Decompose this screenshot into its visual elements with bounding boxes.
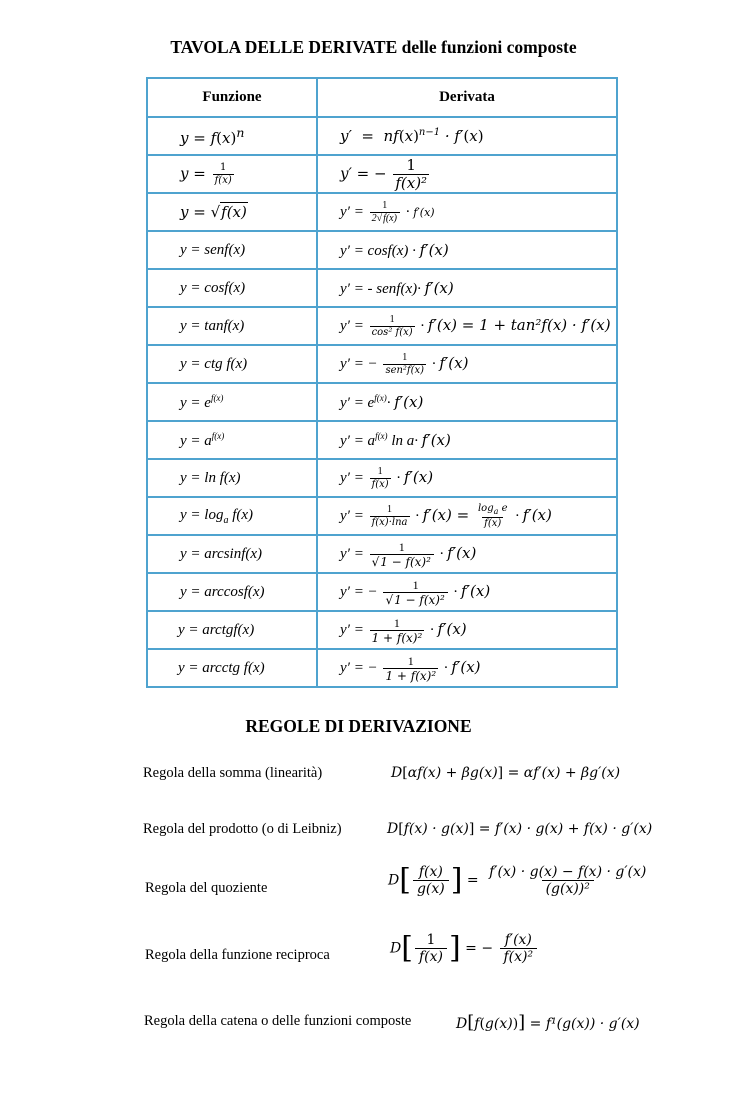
derivative-cell: y′ = $\frac{1}{f(x)\cdot\ln a}$ · f′(x) = $\frac{\log_a e}{f(x)}$ · f′(x) — [317, 497, 617, 535]
rule-label-reciproca: Regola della funzione reciproca — [145, 947, 330, 963]
table-row — [147, 611, 617, 649]
rule-formula-somma: D[αf(x) + βg(x)] = αf′(x) + βg′(x) — [391, 765, 621, 781]
rule-formula-quoziente: D[ $\frac{f(x)}{g(x)}$ ] = $\frac{f'(x) \cdot g(x) - f(x) \cdot g'(x)}{\text{(g(x))²}}$ — [388, 862, 647, 898]
derivative-cell: y′ = $\frac{1}{2√f(x)}$ · f′(x) — [317, 193, 617, 231]
rule-formula-prodotto: D[f(x) · g(x)] = f′(x) · g(x) + f(x) · g′(x) — [387, 821, 653, 837]
table-row — [147, 231, 617, 269]
derivative-cell: y′ = $\frac{1}{\text{1 + f(x)²}}$ · f′(x) — [317, 611, 617, 649]
function-cell: $y = a^{f(x)}$ — [147, 421, 317, 459]
function-cell: $y = e^{f(x)}$ — [147, 383, 317, 421]
table-row — [147, 535, 617, 573]
table-row — [147, 421, 617, 459]
table-header-row — [147, 78, 617, 117]
rule-label-prodotto: Regola del prodotto (o di Leibniz) — [143, 821, 342, 837]
derivative-cell: y′ = - senf(x)· f′(x) — [317, 269, 617, 307]
rule-formula-catena: D[f(g(x))] = f¹(g(x)) · g′(x) — [456, 1012, 640, 1033]
derivative-cell: y′ = − $\frac{1}{\text{√1 − f(x)²}}$ · f′(x) — [317, 573, 617, 611]
table-row — [147, 269, 617, 307]
rule-label-catena: Regola della catena o delle funzioni composte — [144, 1013, 412, 1029]
derivative-cell: y′ = − 1 sen²f(x) · f′(x) — [317, 345, 617, 383]
function-cell: y = arcsinf(x) — [147, 535, 317, 573]
function-cell: y = arcctg f(x) — [147, 649, 317, 687]
rule-label-somma: Regola della somma (linearità) — [143, 765, 323, 781]
function-cell: y = arctgf(x) — [147, 611, 317, 649]
derivative-cell: $y' = e^{f(x)}\cdot f'(x)$ — [317, 383, 617, 421]
header-funzione: Funzione — [147, 78, 317, 117]
function-cell: y = tanf(x) — [147, 307, 317, 345]
table-row — [147, 573, 617, 611]
derivative-cell: y′ = cosf(x) · f′(x) — [317, 231, 617, 269]
table-row — [147, 155, 617, 193]
derivative-cell: $y' = a^{f(x)}$ ln a· f′(x) — [317, 421, 617, 459]
header-derivata: Derivata — [317, 78, 617, 117]
function-cell: $y = \log_a f(x)$ — [147, 497, 317, 535]
derivative-cell: y′ = $\frac{1}{\text{√1 − f(x)²}}$ · f′(x) — [317, 535, 617, 573]
table-row — [147, 193, 617, 231]
derivative-cell: y′ = − $\frac{1}{\text{1 + f(x)²}}$ · f′(x) — [317, 649, 617, 687]
rule-formula-reciproca: D[ $\frac{1}{f(x)}$ ] = − $\frac{f'(x)}{\text{f(x)²}}$ — [390, 932, 539, 965]
rule-label-quoziente: Regola del quoziente — [145, 880, 268, 896]
derivative-cell: y′ = $\frac{1}{f(x)}$ · f′(x) — [317, 459, 617, 497]
table-row — [147, 345, 617, 383]
rules-title: REGOLE DI DERIVAZIONE — [245, 716, 472, 736]
table-row — [147, 307, 617, 345]
function-cell: y = ctg f(x) — [147, 345, 317, 383]
derivatives-table — [146, 77, 618, 688]
derivative-cell: $y' = nf(x)^{n-1} \cdot f'(x)$ — [317, 117, 617, 155]
table-row — [147, 117, 617, 155]
derivative-cell: y′ = $\frac{1}{\text{cos² f(x)}}$ · f′(x) = 1 + tan²f(x) · f′(x) — [317, 307, 617, 345]
table-row — [147, 497, 617, 535]
function-cell: $y = f(x)^n$ — [147, 117, 317, 155]
table-row — [147, 649, 617, 687]
table-row — [147, 459, 617, 497]
function-cell: y = ln f(x) — [147, 459, 317, 497]
function-cell: y = senf(x) — [147, 231, 317, 269]
function-cell: y = $\frac{1}{f(x)}$ — [147, 155, 317, 193]
table-row — [147, 383, 617, 421]
derivative-cell: y′ = − $\frac{1}{\text{f(x)²}}$ — [317, 155, 617, 193]
page-title: TAVOLA DELLE DERIVATE delle funzioni composte — [170, 37, 577, 57]
function-cell: y = arccosf(x) — [147, 573, 317, 611]
function-cell: y = √f(x) — [147, 193, 317, 231]
function-cell: y = cosf(x) — [147, 269, 317, 307]
